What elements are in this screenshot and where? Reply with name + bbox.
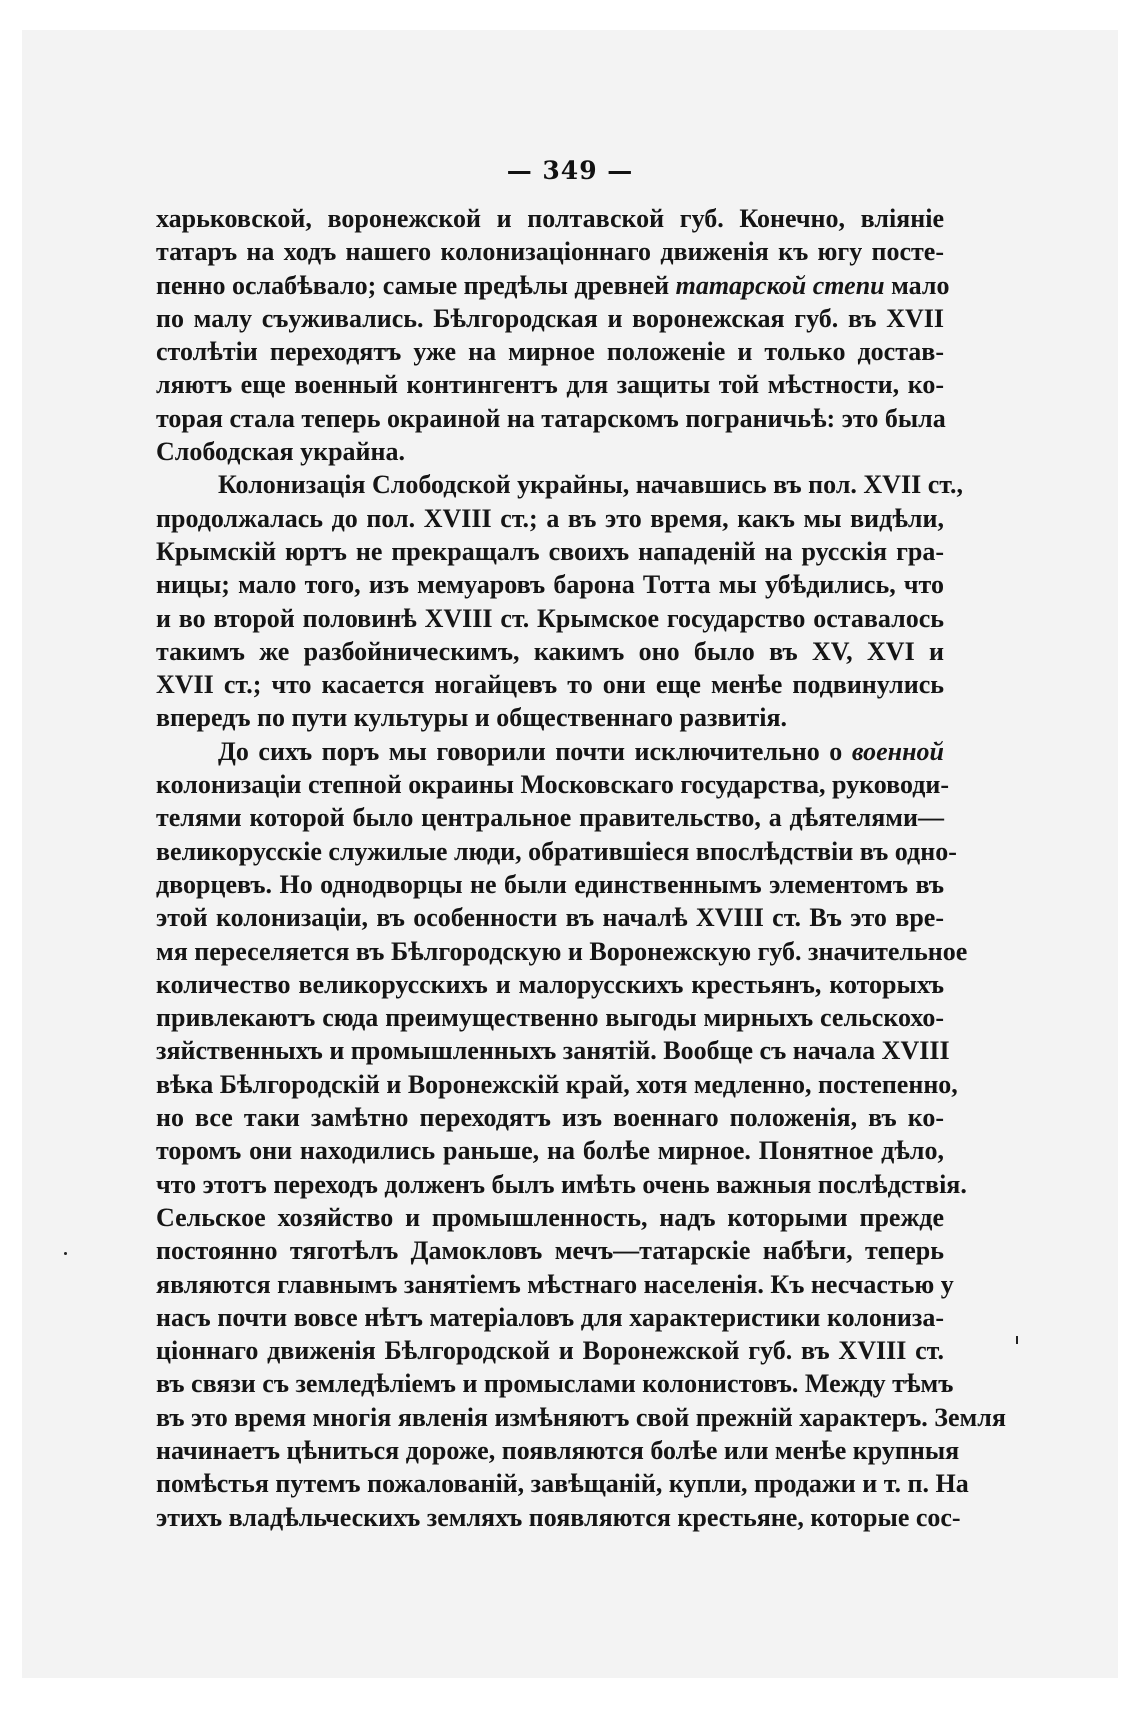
text-line: этой колонизаціи, въ особенности въ началѣ XVIII ст. Въ это вре- [156, 903, 944, 933]
text-line: Слободская украйна. [156, 437, 406, 467]
text-line: торая стала теперь окраиной на татарскомъ пограничьѣ: это была [156, 403, 946, 433]
text-line: торомъ они находились раньше, на болѣе мирное. Понятное дѣло, [156, 1136, 944, 1166]
page-number: — 349 — [506, 156, 634, 185]
text-line: дворцевъ. Но однодворцы не были единственнымъ элементомъ въ [156, 869, 944, 899]
text-line: До сихъ поръ мы говорили почти исключительно о военной [218, 736, 944, 766]
text-line: являются главнымъ занятіемъ мѣстнаго населенія. Къ несчастью у [156, 1269, 954, 1299]
text-line: вѣка Бѣлгородскій и Воронежскій край, хотя медленно, постепенно, [156, 1069, 958, 1099]
text-line: Сельское хозяйство и промышленность, надъ которыми прежде [156, 1202, 944, 1232]
text-line: этихъ владѣльческихъ земляхъ появляются крестьяне, которые сос- [156, 1502, 961, 1532]
margin-speck [1016, 1336, 1018, 1344]
body-text [156, 202, 1006, 1534]
text-line: татаръ на ходъ нашего колонизаціоннаго движенія къ югу посте- [156, 237, 944, 267]
italic-emphasis: татарской степи [675, 270, 885, 300]
text-line: что этотъ переходъ долженъ былъ имѣть очень важныя послѣдствія. [156, 1169, 967, 1199]
margin-speck [64, 1252, 67, 1255]
text-line: такимъ же разбойническимъ, какимъ оно было въ XV, XVI и [156, 636, 944, 666]
text-line: впередъ по пути культуры и общественнаго развитія. [156, 703, 788, 733]
text-line: по малу съуживались. Бѣлгородская и воронежская губ. въ XVII [156, 303, 944, 333]
text-line: мя переселяется въ Бѣлгородскую и Воронежскую губ. значительное [156, 936, 968, 966]
text-line: зяйственныхъ и промышленныхъ занятій. Вообще съ начала XVIII [156, 1036, 950, 1066]
text-line: Крымскій юртъ не прекращалъ своихъ нападеній на русскія гра- [156, 536, 944, 566]
text-line: ницы; мало того, изъ мемуаровъ барона Тотта мы убѣдились, что [156, 570, 944, 600]
text-line: но все таки замѣтно переходятъ изъ военнаго положенія, въ ко- [156, 1103, 944, 1133]
text-line: телями которой было центральное правительство, а дѣятелями— [156, 803, 944, 833]
text-line: помѣстья путемъ пожалованій, завѣщаній, купли, продажи и т. п. На [156, 1469, 969, 1499]
text-line: колонизаціи степной окраины Московскаго государства, руководи- [156, 770, 950, 800]
text-line: въ это время многія явленія измѣняютъ свой прежній характеръ. Земля [156, 1402, 1006, 1432]
text-line: продолжалась до пол. XVIII ст.; а въ это время, какъ мы видѣли, [156, 503, 944, 533]
text-line: количество великорусскихъ и малорусскихъ крестьянъ, которыхъ [156, 969, 944, 999]
text-line: и во второй половинѣ XVIII ст. Крымское государство оставалось [156, 603, 944, 633]
text-line: Колонизація Слободской украйны, начавшись въ пол. XVII ст., [218, 470, 964, 500]
text-line: столѣтіи переходятъ уже на мирное положеніе и только достав- [156, 337, 944, 367]
text-line: харьковской, воронежской и полтавской губ. Конечно, вліяніе [156, 204, 944, 233]
text-line: великорусскіе служилые люди, обратившіеся впослѣдствіи въ одно- [156, 836, 957, 866]
text-line: ляютъ еще военный контингентъ для защиты той мѣстности, ко- [156, 370, 944, 400]
text-line: насъ почти вовсе нѣтъ матеріаловъ для характеристики колониза- [156, 1302, 944, 1332]
text-line: ціоннаго движенія Бѣлгородской и Воронежской губ. въ XVIII ст. [156, 1336, 944, 1366]
italic-emphasis: военной [851, 736, 944, 766]
text-line: XVII ст.; что касается ногайцевъ то они еще менѣе подвинулись [156, 670, 944, 700]
text-line: постоянно тяготѣлъ Дамокловъ мечъ—татарскіе набѣги, теперь [156, 1236, 944, 1266]
text-line: привлекаютъ сюда преимущественно выгоды мирныхъ сельскохо- [156, 1003, 944, 1033]
text-line: пенно ослабѣвало; самые предѣлы древней татарской степи мало [156, 270, 950, 300]
text-line: въ связи съ земледѣліемъ и промыслами колонистовъ. Между тѣмъ [156, 1369, 954, 1399]
text-line: начинаетъ цѣниться дороже, появляются болѣе или менѣе крупныя [156, 1435, 960, 1465]
